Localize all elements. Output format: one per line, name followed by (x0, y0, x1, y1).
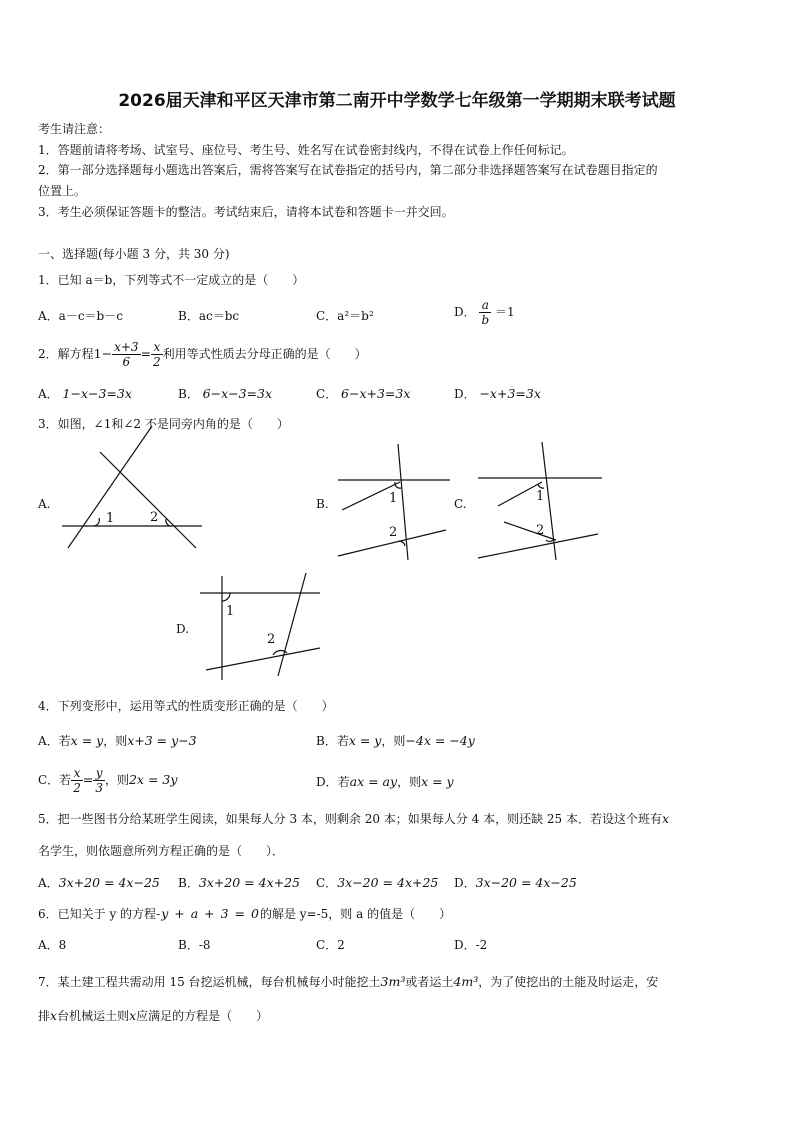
q5-option-a: A．3x+20 = 4x−25 (38, 875, 160, 890)
svg-text:1: 1 (389, 491, 398, 506)
notice-item-1: 1．答题前请将考场、试室号、座位号、考生号、姓名写在试卷密封线内，不得在试卷上作任何标记。 (38, 143, 574, 157)
notice-item-3: 3．考生必须保证答题卡的整洁。考试结束后，请将本试卷和答题卡一并交回。 (38, 205, 454, 219)
q2-option-c: C． 6−x+3=3x (316, 386, 411, 401)
q7-line1: 7．某土建工程共需动用 15 台挖运机械，每台机械每小时能挖土3m³或者运土4m³，为了使挖出的土能及时运走，安 (38, 974, 659, 989)
q4-option-a: A．若x = y，则x+3 = y−3 (38, 733, 197, 748)
svg-text:2: 2 (536, 523, 545, 538)
svg-text:2: 2 (267, 632, 276, 647)
q4-option-c: C．若 $\frac{x}{2}$ = $\frac{y}{3}$ ，则2x = 3y (38, 766, 178, 795)
q5-line1: 5．把一些图书分给某班学生阅读，如果每人分 3 本，则剩余 20 本；如果每人分 4 本，则还缺 25 本．若设这个班有x (38, 811, 670, 826)
q2-stem: 2．解方程1− $\frac{x+3}{6}$ = $\frac{x}{2}$ 利用等式性质去分母正确的是（ ） (38, 340, 367, 369)
svg-text:1: 1 (106, 511, 115, 526)
q5-line2: 名学生，则依题意所列方程正确的是（ ）． (38, 844, 285, 858)
q3-option-a-label: A. (38, 497, 51, 511)
notice-item-2-cont: 位置上。 (38, 184, 87, 198)
q2-option-a: A． 1−x−3=3x (38, 386, 132, 401)
q6-stem: 6．已知关于 y 的方程-y + a + 3 = 0的解是 y=-5，则 a 的值是（ ） (38, 906, 452, 921)
page-title: 2026届天津和平区天津市第二南开中学数学七年级第一学期期末联考试题 (118, 91, 676, 111)
q6-option-a: A．8 (38, 938, 67, 952)
q1-option-b: B．ac＝bc (178, 309, 240, 323)
q6-option-d: D．-2 (454, 938, 488, 952)
q7-line2: 排x台机械运土则x应满足的方程是（ ） (38, 1008, 269, 1023)
q5-option-d: D．3x−20 = 4x−25 (454, 875, 577, 890)
svg-text:1: 1 (536, 489, 545, 504)
svg-text:2: 2 (389, 525, 398, 540)
q4-stem: 4．下列变形中，运用等式的性质变形正确的是（ ） (38, 699, 334, 713)
q1-stem: 1．已知 a＝b，下列等式不一定成立的是（ ） (38, 273, 305, 287)
q4-option-d: D．若ax = ay，则x = y (316, 774, 454, 789)
q5-option-b: B．3x+20 = 4x+25 (178, 875, 301, 890)
section-heading: 一、选择题(每小题 3 分，共 30 分) (38, 247, 230, 261)
q2-fraction-1: $\frac{x+3}{6}$ (114, 340, 139, 369)
q6-option-b: B．-8 (178, 938, 211, 952)
q2-fraction-2: $\frac{x}{2}$ (153, 340, 161, 369)
q1-d-label: D． (454, 305, 476, 319)
q5-option-c: C．3x−20 = 4x+25 (316, 875, 439, 890)
q4-option-b: B．若x = y，则−4x = −4y (316, 733, 475, 748)
q1-d-fraction: $\frac{a}{b}$ (481, 298, 490, 327)
q1-d-tail: ＝1 (494, 305, 515, 319)
q3-stem: 3．如图，∠1和∠2 不是同旁内角的是（ ） (38, 417, 289, 431)
q2-option-b: B． 6−x−3=3x (178, 386, 273, 401)
q2-option-d: D． −x+3=3x (454, 386, 541, 401)
notice-heading: 考生请注意： (38, 122, 111, 136)
svg-text:2: 2 (150, 510, 159, 525)
q6-option-c: C．2 (316, 938, 345, 952)
notice-item-2: 2．第一部分选择题每小题选出答案后，需将答案写在试卷指定的括号内，第二部分非选择题答案写在试卷题目指定的 (38, 163, 658, 177)
q3-option-b-label: B. (316, 497, 329, 511)
q1-option-c: C．a²＝b² (316, 309, 374, 323)
svg-text:1: 1 (226, 604, 235, 619)
q3-option-c-label: C. (454, 497, 467, 511)
q3-option-d-label: D. (176, 622, 190, 636)
q1-option-a: A．a－c＝b－c (38, 309, 123, 323)
